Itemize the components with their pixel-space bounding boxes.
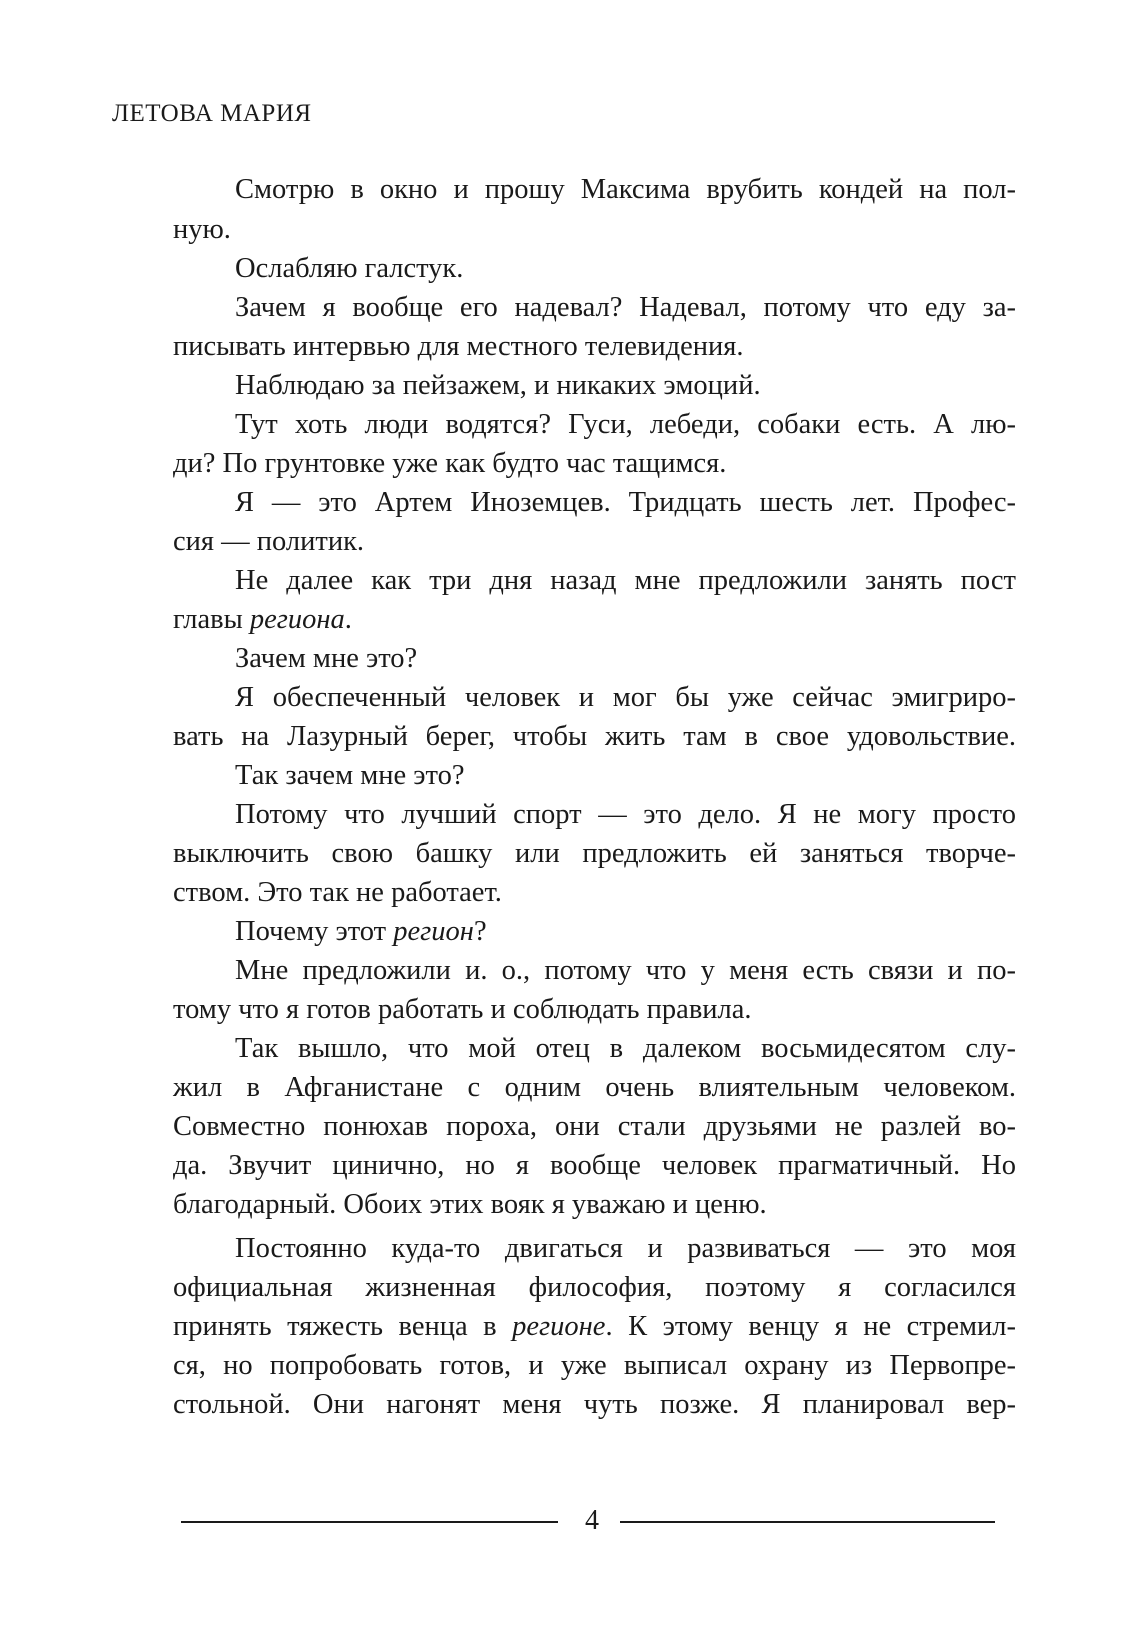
text-line: Не далее как три дня назад мне предложили занять пост bbox=[235, 565, 1016, 596]
text-run: . bbox=[344, 604, 352, 635]
page-number: 4 bbox=[585, 1505, 599, 1536]
text-line: жил в Афганистане с одним очень влиятельным человеком. bbox=[173, 1072, 1016, 1103]
text-line: Постоянно куда-то двигаться и развиваться — это моя bbox=[235, 1233, 1016, 1264]
text-run: . К этому венцу я не стремил- bbox=[605, 1311, 1016, 1342]
text-line bbox=[173, 600, 352, 640]
footer-rule-left bbox=[181, 1521, 558, 1523]
italic-word: региона bbox=[249, 604, 345, 635]
text-line: Я — это Артем Иноземцев. Тридцать шесть лет. Профес- bbox=[235, 487, 1016, 518]
text-line: Я обеспеченный человек и мог бы уже сейчас эмигриро- bbox=[235, 682, 1016, 713]
text-run: ? bbox=[473, 916, 487, 947]
text-line: ди? По грунтовке уже как будто час тащимся. bbox=[173, 448, 727, 479]
text-line: Зачем мне это? bbox=[235, 643, 418, 674]
text-line: Ослабляю галстук. bbox=[235, 253, 464, 284]
italic-word: регион bbox=[393, 916, 474, 947]
italic-word: регионе bbox=[512, 1311, 606, 1342]
text-line bbox=[173, 1307, 1016, 1347]
text-line: писывать интервью для местного телевидения. bbox=[173, 331, 744, 362]
text-line: сия — политик. bbox=[173, 526, 365, 557]
text-run: Почему этот bbox=[235, 916, 394, 947]
text-line: Совместно понюхав пороха, они стали друзьями не разлей во- bbox=[173, 1111, 1016, 1142]
text-line: Смотрю в окно и прошу Максима врубить кондей на пол- bbox=[235, 174, 1016, 205]
text-line: Тут хоть люди водятся? Гуси, лебеди, собаки есть. А лю- bbox=[235, 409, 1016, 440]
text-line: Так вышло, что мой отец в далеком восьмидесятом слу- bbox=[235, 1033, 1016, 1064]
running-head-author: ЛЕТОВА МАРИЯ bbox=[112, 100, 312, 127]
text-line: тому что я готов работать и соблюдать правила. bbox=[173, 994, 752, 1025]
text-line: Наблюдаю за пейзажем, и никаких эмоций. bbox=[235, 370, 761, 401]
text-line: ством. Это так не работает. bbox=[173, 877, 502, 908]
text-line: выключить свою башку или предложить ей заняться творче- bbox=[173, 838, 1016, 869]
text-line bbox=[235, 912, 487, 952]
footer-rule-right bbox=[620, 1521, 995, 1523]
text-line: ся, но попробовать готов, и уже выписал охрану из Первопре- bbox=[173, 1350, 1016, 1381]
text-line: Так зачем мне это? bbox=[235, 760, 465, 791]
text-line: ную. bbox=[173, 214, 231, 245]
text-run: принять тяжесть венца в bbox=[173, 1311, 513, 1342]
text-line: Зачем я вообще его надевал? Надевал, потому что еду за- bbox=[235, 292, 1016, 323]
text-line: официальная жизненная философия, поэтому я согласился bbox=[173, 1272, 1016, 1303]
text-line: да. Звучит цинично, но я вообще человек прагматичный. Но bbox=[173, 1150, 1016, 1181]
text-line: вать на Лазурный берег, чтобы жить там в свое удовольствие. bbox=[173, 721, 1016, 752]
text-run: главы bbox=[173, 604, 250, 635]
text-line: стольной. Они нагонят меня чуть позже. Я планировал вер- bbox=[173, 1389, 1016, 1420]
text-line: благодарный. Обоих этих вояк я уважаю и ценю. bbox=[173, 1189, 767, 1220]
text-line: Потому что лучший спорт — это дело. Я не могу просто bbox=[235, 799, 1016, 830]
text-line: Мне предложили и. о., потому что у меня есть связи и по- bbox=[235, 955, 1016, 986]
